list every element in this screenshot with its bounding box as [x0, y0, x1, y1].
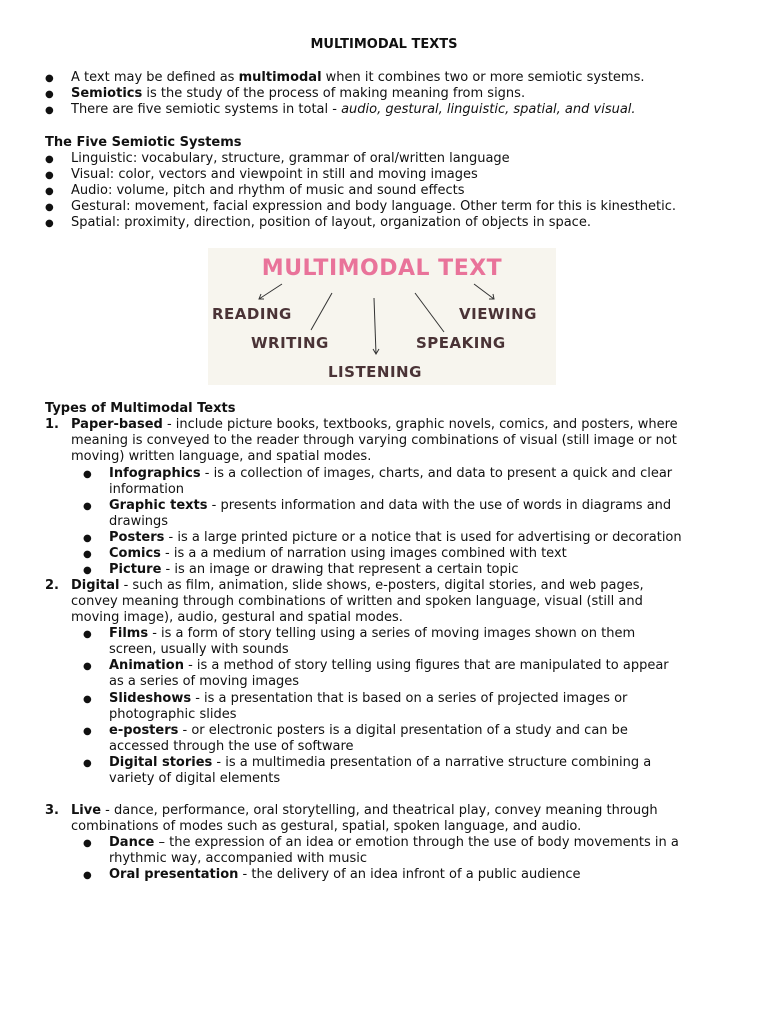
list-item-animation: Animation - is a method of story telling using figures that are manipulated to appear	[109, 658, 669, 673]
type-number: 3.	[45, 803, 59, 818]
bullet-icon	[83, 530, 92, 547]
system-item-linguistic: Linguistic: vocabulary, structure, grammar of oral/written language	[71, 151, 510, 166]
multimodal-text-figure	[208, 248, 556, 385]
type-digital-line-3: moving image), audio, gestural and spatial modes.	[71, 610, 403, 625]
bullet-icon	[83, 498, 92, 515]
bullet-icon	[83, 658, 92, 675]
system-item-visual: Visual: color, vectors and viewpoint in still and moving images	[71, 167, 478, 182]
bullet-icon	[45, 86, 54, 103]
figure-word-listening: LISTENING	[328, 363, 422, 381]
list-item-films: Films - is a form of story telling using a series of moving images shown on them	[109, 626, 636, 641]
type-live-line-1: Live - dance, performance, oral storytelling, and theatrical play, convey meaning through	[71, 803, 658, 818]
figure-word-viewing: VIEWING	[459, 305, 537, 323]
figure-word-writing: WRITING	[251, 334, 329, 352]
figure-word-speaking: SPEAKING	[416, 334, 506, 352]
type-live-line-2: combinations of modes such as gestural, spatial, spoken language, and audio.	[71, 819, 582, 834]
bullet-icon	[83, 626, 92, 643]
systems-heading: The Five Semiotic Systems	[45, 135, 242, 150]
type-paper-line-2: meaning is conveyed to the reader through varying combinations of visual (still image or not	[71, 433, 677, 448]
figure-word-reading: READING	[212, 305, 292, 323]
list-item-digital-stories-cont: variety of digital elements	[109, 771, 281, 786]
list-item-e-posters: e-posters - or electronic posters is a digital presentation of a study and can be	[109, 723, 628, 738]
intro-line-1: A text may be defined as multimodal when it combines two or more semiotic systems.	[71, 70, 645, 85]
list-item-oral-presentation: Oral presentation - the delivery of an idea infront of a public audience	[109, 867, 581, 882]
bullet-icon	[45, 199, 54, 216]
list-item-graphic-texts-cont: drawings	[109, 514, 169, 529]
arrow-reading	[259, 284, 282, 299]
figure-title: MULTIMODAL TEXT	[261, 256, 503, 281]
list-item-posters: Posters - is a large printed picture or a notice that is used for advertising or decoration	[109, 530, 682, 545]
bullet-icon	[45, 151, 54, 168]
type-paper-line-3: moving) written language, and spatial modes.	[71, 449, 372, 464]
system-item-gestural: Gestural: movement, facial expression and body language. Other term for this is kinesthetic.	[71, 199, 677, 214]
list-item-picture: Picture - is an image or drawing that represent a certain topic	[109, 562, 519, 577]
type-number: 2.	[45, 578, 59, 593]
list-item-infographics: Infographics - is a collection of images, charts, and data to present a quick and clear	[109, 466, 673, 481]
list-item-digital-stories: Digital stories - is a multimedia presentation of a narrative structure combining a	[109, 755, 652, 770]
list-item-animation-cont: as a series of moving images	[109, 674, 300, 689]
type-digital-line-2: convey meaning through combinations of written and spoken language, visual (still and	[71, 594, 643, 609]
list-item-graphic-texts: Graphic texts - presents information and data with the use of words in diagrams and	[109, 498, 672, 513]
list-item-films-cont: screen, usually with sounds	[109, 642, 289, 657]
system-item-audio: Audio: volume, pitch and rhythm of music and sound effects	[71, 183, 465, 198]
bullet-icon	[45, 215, 54, 232]
list-item-slideshows: Slideshows - is a presentation that is based on a series of projected images or	[109, 691, 628, 706]
list-item-infographics-cont: information	[109, 482, 185, 497]
bullet-icon	[45, 167, 54, 184]
type-paper-line-1: Paper-based - include picture books, textbooks, graphic novels, comics, and posters, where	[71, 417, 678, 432]
type-number: 1.	[45, 417, 59, 432]
bullet-icon	[83, 562, 92, 579]
bullet-icon	[83, 755, 92, 772]
bullet-icon	[83, 835, 92, 852]
list-item-dance: Dance – the expression of an idea or emotion through the use of body movements in a	[109, 835, 679, 850]
bullet-icon	[45, 102, 54, 119]
arrow-speaking	[415, 293, 444, 332]
bullet-icon	[45, 183, 54, 200]
type-digital-line-1: Digital - such as film, animation, slide shows, e-posters, digital stories, and web pages,	[71, 578, 644, 593]
bullet-icon	[83, 723, 92, 740]
arrow-writing	[311, 293, 332, 330]
bullet-icon	[45, 70, 54, 87]
intro-line-3: There are five semiotic systems in total - audio, gestural, linguistic, spatial, and visual.	[71, 102, 636, 117]
list-item-e-posters-cont: accessed through the use of software	[109, 739, 354, 754]
bullet-icon	[83, 867, 92, 884]
list-item-dance-cont: rhythmic way, accompanied with music	[109, 851, 367, 866]
list-item-slideshows-cont: photographic slides	[109, 707, 237, 722]
bullet-icon	[83, 691, 92, 708]
system-item-spatial: Spatial: proximity, direction, position of layout, organization of objects in space.	[71, 215, 591, 230]
arrow-viewing	[474, 284, 494, 299]
bullet-icon	[83, 466, 92, 483]
bullet-icon	[83, 546, 92, 563]
list-item-comics: Comics - is a a medium of narration using images combined with text	[109, 546, 567, 561]
document-title: MULTIMODAL TEXTS	[310, 37, 458, 52]
intro-line-2: Semiotics is the study of the process of making meaning from signs.	[71, 86, 526, 101]
arrow-listening	[374, 298, 376, 354]
types-heading: Types of Multimodal Texts	[45, 401, 236, 416]
